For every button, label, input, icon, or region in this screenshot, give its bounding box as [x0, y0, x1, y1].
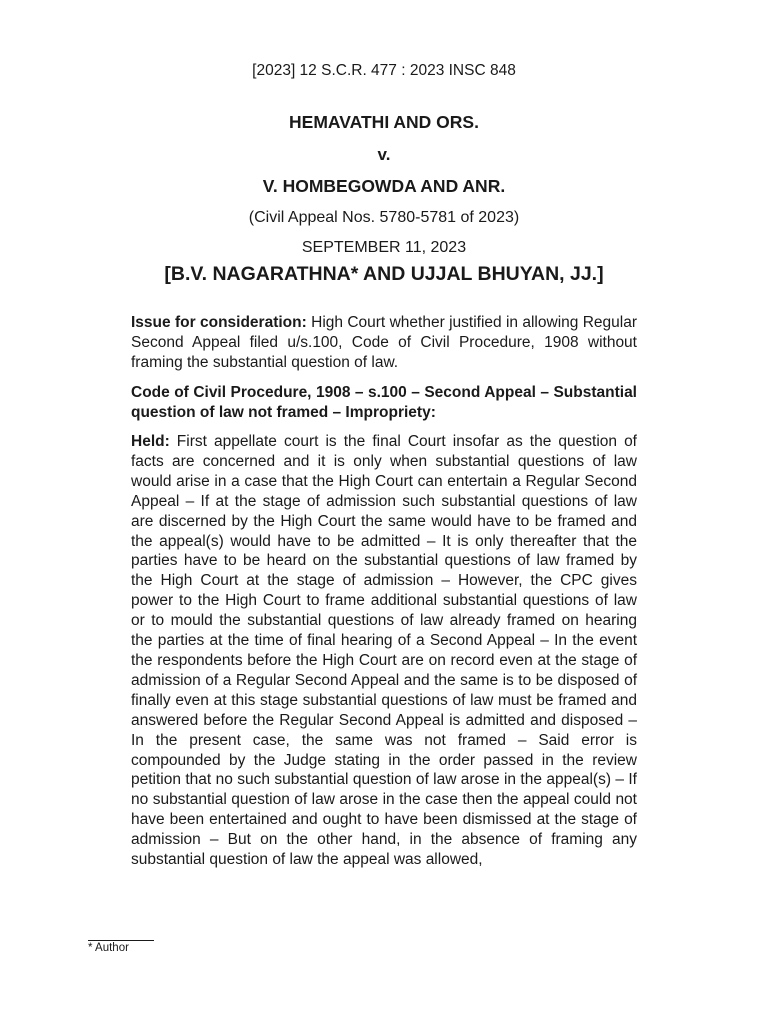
headnote-heading: Code of Civil Procedure, 1908 – s.100 – Second Appeal – Substantial question of law not framed – Impropriety: — [131, 384, 637, 421]
issue-text: High Court whether justified in allowing Regular Second Appeal filed u/s.100, Code of Civil Procedure, 1908 without framing the substantial question of law. — [131, 314, 637, 371]
bench-judges: [B.V. NAGARATHNA* AND UJJAL BHUYAN, JJ.] — [164, 263, 604, 285]
case-citation: [2023] 12 S.C.R. 477 : 2023 INSC 848 — [252, 62, 516, 79]
judgment-date: SEPTEMBER 11, 2023 — [301, 239, 467, 256]
footnote-divider — [88, 940, 154, 941]
appeal-number: (Civil Appeal Nos. 5780-5781 of 2023) — [248, 209, 520, 226]
held-paragraph — [131, 432, 637, 870]
footnote-author: * Author — [88, 942, 129, 954]
issue-paragraph — [131, 313, 637, 373]
held-text: First appellate court is the final Court insofar as the question of facts are concerned and it is only when substantial questions of law would arise in a case that the High Court can entertain a Regular Second Appeal – If at the stage of admission such substantial questions of law are discerned by the High Court the same would have to be framed and the appeal(s) would have to be admitted – It is only thereafter that the parties have to be heard on the substantial questions of law framed by the High Court at the stage of admission – However, the CPC gives power to the High Court to frame additional substantial questions of law or to mould the substantial questions of law already framed on hearing the parties at the time of final hearing of a Second Appeal – In the event the respondents before the High Court are on record even at the stage of admission of a Regular Second Appeal and the same is to be disposed of finally even at this stage substantial questions of law must be framed and answered before the Regular Second Appeal is admitted and disposed – In the present case, the same was not framed – Said error is compounded by the Judge stating in the order passed in the review petition that no such substantial question of law arose in the appeal(s) – If no substantial question of law arose in the case then the appeal could not have been entertained and ought to have been dismissed at the stage of admission – But on the other hand, in the absence of framing any substantial question of law the appeal was allowed, — [131, 433, 637, 869]
appellant-name: HEMAVATHI AND ORS. — [289, 112, 479, 132]
versus-label: v. — [377, 145, 391, 164]
held-label: Held: — [131, 433, 170, 450]
issue-label: Issue for consideration: — [131, 314, 307, 331]
respondent-name: V. HOMBEGOWDA AND ANR. — [262, 176, 506, 196]
